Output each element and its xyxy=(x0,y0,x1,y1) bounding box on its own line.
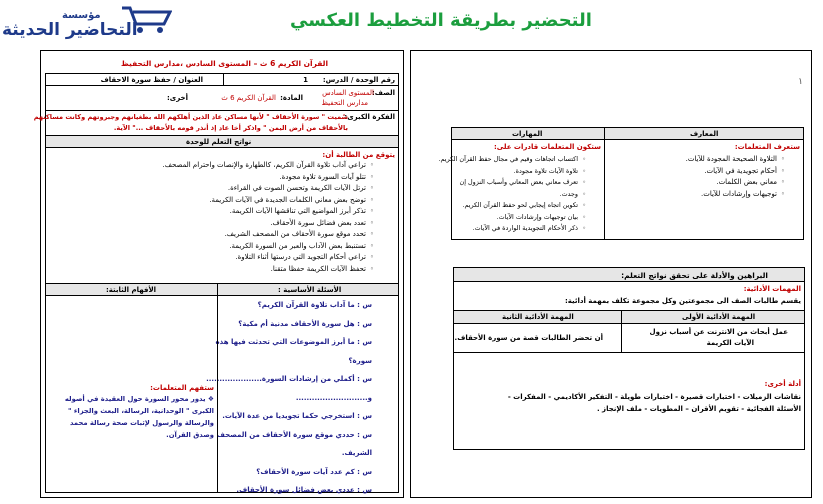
unit-label: رقم الوحدة / الدرس: xyxy=(322,76,395,84)
task1-title-cell xyxy=(621,310,805,324)
class-value-2: مدارس التحفيظ xyxy=(321,99,368,107)
questions-box xyxy=(206,295,399,494)
tasks-row xyxy=(453,281,805,311)
question-item: س : هل سورة الأحقاف مدنية أم مكية؟ xyxy=(238,319,372,328)
understandings-box xyxy=(45,295,218,493)
knowledge-item: ◦ أحكام تجويدية في الآيات. xyxy=(686,166,777,178)
left-page xyxy=(410,50,812,498)
knowledge-list xyxy=(686,154,787,200)
question-item: الشريف. xyxy=(341,449,372,457)
understand-title: ستفهم المتعلمات: xyxy=(150,384,214,392)
skills-title: المهارات xyxy=(512,130,543,138)
outcomes-list xyxy=(163,160,376,275)
question-item: سورة؟ xyxy=(348,356,372,365)
class-label: الصف: xyxy=(371,89,395,97)
other-evidence-line-1: نقاشات الزميلات - اختبارات قصيرة - اختبارات طويلة - التفكير الأكاديمي - المفكرات - xyxy=(507,393,801,401)
task2-title-cell xyxy=(453,310,622,324)
right-page-header: القرآن الكريم 6 ث – المستوى السادس ،مدارس التحفيظ xyxy=(121,59,329,68)
big-idea-row xyxy=(33,110,399,136)
tasks-label: المهمات الأدائية: xyxy=(743,285,801,293)
unit-value: 1 xyxy=(303,76,308,84)
tasks-line: يقسم طالبات الصف الى مجموعتين وكل مجموعة تكلف بمهمة أدائية: xyxy=(564,297,801,305)
address-label: العنوان / حفظ سورة الاحقاف xyxy=(100,76,203,84)
knowledge-intro: ستعرف المتعلمات: xyxy=(734,143,800,151)
evidence-title-row xyxy=(453,267,805,282)
question-item: س : أكملي من إرشادات السورة..................... xyxy=(206,375,372,383)
knowledge-item: ◦ التلاوة الصحيحة المجودة للآيات. xyxy=(686,154,777,166)
question-item: س : كم عدد آيات سورة الأحقاف؟ xyxy=(256,467,372,476)
understand-line: والرسالة والرسول لإثبات صحة رسالة محمد xyxy=(69,419,214,427)
class-value-1: المستوى السادس xyxy=(322,89,374,97)
question-item: س : ما أبرز الموضوعات التي تحدثت فيها هذه xyxy=(215,338,372,346)
understandings-title: الأفهام الثابتة: xyxy=(106,286,157,294)
subject-label: المادة: xyxy=(280,94,303,102)
skills-intro: ستكون المتعلمات قادرات على: xyxy=(493,143,601,151)
skill-item: ◦ اكتساب اتجاهات وقيم في مجال حفظ القرآن الكريم. xyxy=(439,154,578,166)
page-title: التحضير بطريقة التخطيط العكسي xyxy=(290,10,592,31)
outcomes-box xyxy=(45,147,399,284)
outcome-item: ◦ توضح بعض معاني الكلمات الجديدة في الآيات الكريمة. xyxy=(163,195,366,207)
other-evidence-label: أدلة أخرى: xyxy=(764,380,801,388)
question-item: س : استخرجي حكما تجويديا من عدة الآيات. xyxy=(222,412,372,420)
other-label: أخرى: xyxy=(166,94,188,102)
outcome-item: ◦ تراعي أحكام التجويد التي درستها أثناء التلاوة. xyxy=(163,252,366,264)
knowledge-title: المعارف xyxy=(690,130,719,138)
skill-item: ◦ ذكر الأحكام التجويدية الواردة في الآيات. xyxy=(439,223,578,235)
skill-item: ◦ تكوين اتجاه إيجابي لحو حفظ القرآن الكريم. xyxy=(439,200,578,212)
task2-text: أن تحضر الطالبات قصة من سورة الأحقاف. xyxy=(454,334,603,342)
task1-cell xyxy=(621,323,805,353)
question-item: س : حددي موقع سورة الأحقاف من المصحف xyxy=(216,430,372,439)
understand-line: الكبرى " الوحدانية، الرسالة، البعث والجزاء " xyxy=(67,407,214,415)
outcome-item: ◦ تحدد موقع سورة الأحقاف من المصحف الشريف. xyxy=(163,229,366,241)
skill-item: ◦ وجدت. xyxy=(439,189,578,201)
skills-box xyxy=(438,139,605,240)
understand-line: ❖ يدور محور السورة حول العقيدة في أصوله xyxy=(64,395,214,403)
outcome-item: ◦ تراعي آداب تلاوة القرآن الكريم، كالطهارة والإنصات واحترام المصحف. xyxy=(163,160,366,172)
right-page xyxy=(33,50,404,498)
page-marker: ١ xyxy=(798,77,803,87)
big-idea-label: الفكرة الكبرى: xyxy=(344,113,395,121)
skill-item: ◦ تعرف معاني بعض المعاني وأسباب النزول إن xyxy=(439,177,578,189)
question-item: س : ما آداب تلاوة القرآن الكريم؟ xyxy=(257,301,372,309)
subject-value: القرآن الكريم 6 ث xyxy=(221,94,276,102)
info-row-2 xyxy=(45,85,399,111)
logo-bottom-text: التحاضير الحديثة xyxy=(2,20,138,40)
question-item: س : عددي بعض فضائل سورة الأحقاف. xyxy=(236,486,372,494)
outcome-item: ◦ تتلو آيات السورة تلاوة مجودة. xyxy=(163,172,366,184)
knowledge-item: ◦ معاني بعض الكلمات. xyxy=(686,177,777,189)
task1-title: المهمة الأدائية الأولى xyxy=(682,313,756,321)
skills-list xyxy=(439,154,588,235)
outcome-item: ◦ تستنبط بعض الآداب والعبر من السورة الكريمة. xyxy=(163,241,366,253)
outcomes-title: نواتج التعلم للوحدة xyxy=(186,138,252,146)
task1-text-1: عمل أبحاث من الانترنت عن أسباب نزول xyxy=(649,328,788,336)
task2-title: المهمة الأدائية الثانية xyxy=(502,313,574,321)
outcome-item: ◦ ترتل الآيات الكريمة وتحسن الصوت في القراءة. xyxy=(163,183,366,195)
logo xyxy=(2,2,180,44)
outcomes-intro: يتوقع من الطالبة أن: xyxy=(322,151,395,159)
skill-item: ◦ تلاوة الآيات تلاوة مجودة. xyxy=(439,166,578,178)
question-item: و........................... xyxy=(295,393,372,402)
task1-text-2: الآيات الكريمة xyxy=(706,339,754,347)
big-idea-line-2: بالأحقاف من أرض اليمن " واذكر أخا عاد إذ أنذر قومه بالأحقاف ..." الآية. xyxy=(113,124,348,132)
logo-top-text: مؤسسة xyxy=(62,10,101,21)
other-evidence-line-2: الأسئلة الفجائية - تقويم الأقران – المطويات - ملف الإنجاز . xyxy=(596,405,801,413)
task2-cell xyxy=(453,323,622,353)
knowledge-item: ◦ توجيهات وإرشادات للآيات. xyxy=(686,189,777,201)
questions-list xyxy=(206,296,382,500)
outcome-item: ◦ تحفظ الآيات الكريمة حفظا متقنا. xyxy=(163,264,366,276)
big-idea-line-1: سُميت " سورة الأحقاف " لأنها مساكن عاد الذين أهلكهم الله بطغيانهم وجبروتهم وكانت مساكنهم xyxy=(33,113,348,121)
other-evidence-box xyxy=(453,352,805,450)
outcome-item: ◦ تعدد بعض فضائل سورة الأحقاف. xyxy=(163,218,366,230)
evidence-title: البراهين والأدلة على تحقق نواتج التعلم: xyxy=(621,271,768,280)
questions-title: الأسئلة الأساسية : xyxy=(278,286,342,294)
skill-item: ◦ بيان توجيهات وإرشادات الآيات. xyxy=(439,212,578,224)
outcome-item: ◦ تذكر أبرز المواضيع التي تناقشها الآيات الكريمة. xyxy=(163,206,366,218)
understand-line: وصدق القرآن. xyxy=(166,431,214,439)
knowledge-box xyxy=(604,139,804,240)
